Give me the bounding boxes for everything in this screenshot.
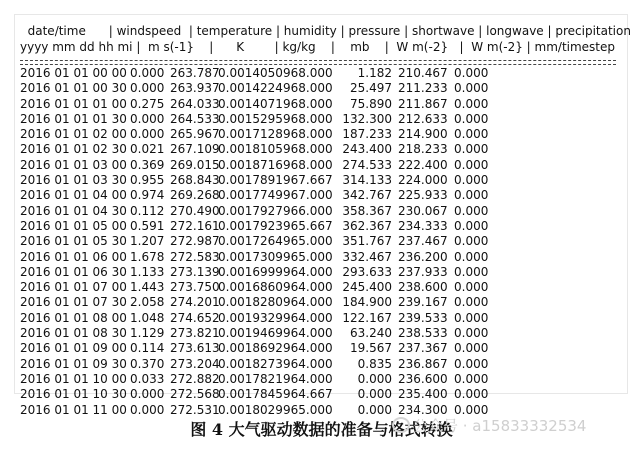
column-header-units: yyyy mm dd hh mi | m s(-1} | K | kg/kg | mb | W m(-2} | W m(-2} | mm/timestep [20, 40, 616, 54]
cell-shortwave: 184.900 [342, 295, 392, 310]
cell-precipitation: 0.000 [454, 96, 489, 111]
cell-date: 2016 01 01 03 00 [20, 157, 127, 172]
cell-humidity: 0.0017749 [218, 188, 283, 203]
cell-temperature: 273.613 [170, 341, 220, 356]
cell-temperature: 272.987 [170, 234, 220, 249]
figure-caption: 图 4 大气驱动数据的准备与格式转换 [190, 420, 453, 439]
cell-windspeed: 0.033 [130, 371, 165, 386]
cell-windspeed: 1.678 [130, 249, 165, 264]
cell-longwave: 211.233 [398, 81, 448, 96]
cell-humidity: 0.0018716 [218, 157, 283, 172]
cell-humidity: 0.0015295 [218, 111, 283, 126]
table-row [18, 81, 628, 96]
cell-windspeed: 0.955 [130, 173, 165, 188]
cell-longwave: 239.167 [398, 295, 448, 310]
cell-longwave: 214.900 [398, 127, 448, 142]
cell-date: 2016 01 01 05 00 [20, 218, 127, 233]
cell-temperature: 267.109 [170, 142, 220, 157]
cell-humidity: 0.0017845 [218, 387, 283, 402]
cell-pressure: 967.667 [283, 173, 333, 188]
cell-pressure: 964.000 [283, 310, 333, 325]
cell-shortwave: 0.000 [357, 371, 392, 386]
cell-humidity: 0.0018105 [218, 142, 283, 157]
table-row [18, 158, 628, 173]
table-row [18, 357, 628, 372]
cell-precipitation: 0.000 [454, 157, 489, 172]
cell-date: 2016 01 01 02 00 [20, 127, 127, 142]
cell-pressure: 964.000 [283, 295, 333, 310]
table-row [18, 204, 628, 219]
cell-date: 2016 01 01 00 00 [20, 66, 127, 80]
cell-precipitation: 0.000 [454, 402, 489, 417]
cell-pressure: 968.000 [283, 66, 333, 80]
cell-longwave: 237.933 [398, 264, 448, 279]
cell-windspeed: 1.207 [130, 234, 165, 249]
cell-precipitation: 0.000 [454, 234, 489, 249]
cell-windspeed: 0.114 [130, 341, 165, 356]
watermark-text: 公众号 · a15833332534 [413, 417, 587, 435]
table-row [18, 173, 628, 188]
cell-longwave: 238.533 [398, 326, 448, 341]
cell-windspeed: 2.058 [130, 295, 165, 310]
cell-temperature: 273.139 [170, 264, 220, 279]
cell-pressure: 968.000 [283, 81, 333, 96]
cell-shortwave: 187.233 [342, 127, 392, 142]
cell-temperature: 264.033 [170, 96, 220, 111]
table-row [18, 97, 628, 112]
cell-windspeed: 0.000 [130, 387, 165, 402]
cell-longwave: 239.533 [398, 310, 448, 325]
cell-temperature: 272.531 [170, 402, 220, 417]
cell-humidity: 0.0017927 [218, 203, 283, 218]
cell-date: 2016 01 01 01 30 [20, 111, 127, 126]
cell-humidity: 0.0017264 [218, 234, 283, 249]
cell-windspeed: 0.000 [130, 81, 165, 96]
cell-humidity: 0.0018029 [218, 402, 283, 417]
header-separator-bottom [20, 64, 616, 65]
cell-windspeed: 1.443 [130, 280, 165, 295]
cell-temperature: 264.533 [170, 111, 220, 126]
cell-temperature: 265.967 [170, 127, 220, 142]
cell-shortwave: 75.890 [350, 96, 392, 111]
cell-longwave: 237.467 [398, 234, 448, 249]
cell-shortwave: 314.133 [342, 173, 392, 188]
cell-humidity: 0.0017128 [218, 127, 283, 142]
table-row [18, 387, 628, 402]
cell-longwave: 236.867 [398, 356, 448, 371]
cell-windspeed: 0.974 [130, 188, 165, 203]
cell-date: 2016 01 01 01 00 [20, 96, 127, 111]
cell-humidity: 0.0018692 [218, 341, 283, 356]
cell-windspeed: 0.275 [130, 96, 165, 111]
table-row [18, 311, 628, 326]
cell-pressure: 964.000 [283, 341, 333, 356]
cell-date: 2016 01 01 09 00 [20, 341, 127, 356]
cell-precipitation: 0.000 [454, 111, 489, 126]
cell-precipitation: 0.000 [454, 81, 489, 96]
cell-date: 2016 01 01 10 00 [20, 371, 127, 386]
cell-windspeed: 0.591 [130, 218, 165, 233]
table-row [18, 66, 628, 81]
cell-temperature: 273.821 [170, 326, 220, 341]
column-header-names: date/time | windspeed | temperature | humidity | pressure | shortwave | longwave | precipitation [20, 24, 631, 38]
cell-temperature: 270.490 [170, 203, 220, 218]
cell-longwave: 211.867 [398, 96, 448, 111]
table-row [18, 219, 628, 234]
cell-humidity: 0.0018280 [218, 295, 283, 310]
cell-temperature: 274.201 [170, 295, 220, 310]
cell-humidity: 0.0014050 [218, 66, 283, 80]
cell-precipitation: 0.000 [454, 142, 489, 157]
cell-date: 2016 01 01 06 30 [20, 264, 127, 279]
cell-pressure: 964.000 [283, 371, 333, 386]
table-row [18, 127, 628, 142]
cell-date: 2016 01 01 04 30 [20, 203, 127, 218]
cell-humidity: 0.0019329 [218, 310, 283, 325]
cell-pressure: 964.667 [283, 387, 333, 402]
cell-date: 2016 01 01 10 30 [20, 387, 127, 402]
cell-date: 2016 01 01 04 00 [20, 188, 127, 203]
cell-windspeed: 0.112 [130, 203, 165, 218]
cell-temperature: 269.268 [170, 188, 220, 203]
cell-longwave: 210.467 [398, 66, 448, 80]
cell-shortwave: 293.633 [342, 264, 392, 279]
cell-shortwave: 351.767 [342, 234, 392, 249]
cell-shortwave: 332.467 [342, 249, 392, 264]
cell-precipitation: 0.000 [454, 280, 489, 295]
cell-date: 2016 01 01 11 00 [20, 402, 127, 417]
cell-pressure: 964.000 [283, 356, 333, 371]
cell-shortwave: 25.497 [350, 81, 392, 96]
cell-date: 2016 01 01 07 00 [20, 280, 127, 295]
cell-temperature: 263.787 [170, 66, 220, 80]
cell-precipitation: 0.000 [454, 188, 489, 203]
cell-precipitation: 0.000 [454, 249, 489, 264]
cell-windspeed: 1.129 [130, 326, 165, 341]
cell-precipitation: 0.000 [454, 371, 489, 386]
cell-windspeed: 1.133 [130, 264, 165, 279]
cell-humidity: 0.0017923 [218, 218, 283, 233]
cell-longwave: 236.200 [398, 249, 448, 264]
cell-temperature: 269.015 [170, 157, 220, 172]
cell-date: 2016 01 01 02 30 [20, 142, 127, 157]
cell-longwave: 234.333 [398, 218, 448, 233]
header-separator-top [20, 60, 616, 61]
cell-precipitation: 0.000 [454, 218, 489, 233]
table-row [18, 234, 628, 249]
cell-humidity: 0.0019469 [218, 326, 283, 341]
cell-longwave: 237.367 [398, 341, 448, 356]
cell-precipitation: 0.000 [454, 310, 489, 325]
cell-date: 2016 01 01 08 30 [20, 326, 127, 341]
cell-longwave: 235.400 [398, 387, 448, 402]
cell-windspeed: 0.000 [130, 66, 165, 80]
cell-temperature: 272.583 [170, 249, 220, 264]
cell-pressure: 965.667 [283, 218, 333, 233]
cell-precipitation: 0.000 [454, 326, 489, 341]
cell-humidity: 0.0017821 [218, 371, 283, 386]
cell-humidity: 0.0018273 [218, 356, 283, 371]
cell-temperature: 263.937 [170, 81, 220, 96]
cell-date: 2016 01 01 05 30 [20, 234, 127, 249]
cell-temperature: 273.204 [170, 356, 220, 371]
cell-shortwave: 63.240 [350, 326, 392, 341]
cell-shortwave: 342.767 [342, 188, 392, 203]
cell-windspeed: 0.000 [130, 402, 165, 417]
watermark [392, 415, 586, 436]
cell-temperature: 274.652 [170, 310, 220, 325]
table-row [18, 265, 628, 280]
cell-pressure: 965.000 [283, 249, 333, 264]
cell-windspeed: 0.000 [130, 111, 165, 126]
cell-pressure: 965.000 [283, 402, 333, 417]
cell-shortwave: 122.167 [342, 310, 392, 325]
cell-precipitation: 0.000 [454, 387, 489, 402]
cell-shortwave: 132.300 [342, 111, 392, 126]
cell-temperature: 272.882 [170, 371, 220, 386]
cell-longwave: 230.067 [398, 203, 448, 218]
cell-pressure: 968.000 [283, 142, 333, 157]
cell-date: 2016 01 01 08 00 [20, 310, 127, 325]
cell-longwave: 234.300 [398, 402, 448, 417]
cell-humidity: 0.0014071 [218, 96, 283, 111]
cell-precipitation: 0.000 [454, 203, 489, 218]
cell-date: 2016 01 01 00 30 [20, 81, 127, 96]
cell-pressure: 964.000 [283, 264, 333, 279]
cell-longwave: 218.233 [398, 142, 448, 157]
cell-longwave: 222.400 [398, 157, 448, 172]
cell-precipitation: 0.000 [454, 173, 489, 188]
cell-humidity: 0.0016860 [218, 280, 283, 295]
cell-shortwave: 19.567 [350, 341, 392, 356]
cell-pressure: 966.000 [283, 203, 333, 218]
cell-humidity: 0.0014224 [218, 81, 283, 96]
cell-longwave: 225.933 [398, 188, 448, 203]
cell-windspeed: 0.370 [130, 356, 165, 371]
table-row [18, 112, 628, 127]
cell-shortwave: 1.182 [357, 66, 392, 80]
table-row [18, 341, 628, 356]
table-row [18, 326, 628, 341]
cell-shortwave: 358.367 [342, 203, 392, 218]
cell-longwave: 236.600 [398, 371, 448, 386]
cell-pressure: 968.000 [283, 96, 333, 111]
cell-precipitation: 0.000 [454, 341, 489, 356]
cell-pressure: 968.000 [283, 127, 333, 142]
cell-windspeed: 0.000 [130, 127, 165, 142]
cell-temperature: 272.161 [170, 218, 220, 233]
cell-shortwave: 0.000 [357, 387, 392, 402]
cell-date: 2016 01 01 09 30 [20, 356, 127, 371]
cell-shortwave: 243.400 [342, 142, 392, 157]
cell-longwave: 238.600 [398, 280, 448, 295]
table-row [18, 250, 628, 265]
cell-pressure: 964.000 [283, 280, 333, 295]
cell-precipitation: 0.000 [454, 356, 489, 371]
cell-temperature: 273.750 [170, 280, 220, 295]
cell-date: 2016 01 01 06 00 [20, 249, 127, 264]
cell-shortwave: 245.400 [342, 280, 392, 295]
cell-windspeed: 0.369 [130, 157, 165, 172]
cell-pressure: 967.000 [283, 188, 333, 203]
cell-precipitation: 0.000 [454, 66, 489, 80]
cell-shortwave: 0.000 [357, 402, 392, 417]
cell-pressure: 965.000 [283, 234, 333, 249]
cell-humidity: 0.0016999 [218, 264, 283, 279]
cell-date: 2016 01 01 03 30 [20, 173, 127, 188]
table-row [18, 188, 628, 203]
cell-precipitation: 0.000 [454, 264, 489, 279]
cell-humidity: 0.0017891 [218, 173, 283, 188]
cell-longwave: 224.000 [398, 173, 448, 188]
cell-precipitation: 0.000 [454, 295, 489, 310]
table-row [18, 280, 628, 295]
cell-humidity: 0.0017309 [218, 249, 283, 264]
cell-windspeed: 0.021 [130, 142, 165, 157]
cell-pressure: 968.000 [283, 157, 333, 172]
data-rows [18, 66, 628, 418]
cell-date: 2016 01 01 07 30 [20, 295, 127, 310]
cell-pressure: 968.000 [283, 111, 333, 126]
cell-shortwave: 274.533 [342, 157, 392, 172]
table-row [18, 372, 628, 387]
wechat-icon [392, 417, 410, 433]
cell-shortwave: 362.367 [342, 218, 392, 233]
cell-longwave: 212.633 [398, 111, 448, 126]
cell-pressure: 964.000 [283, 326, 333, 341]
table-row [18, 295, 628, 310]
cell-temperature: 268.843 [170, 173, 220, 188]
cell-precipitation: 0.000 [454, 127, 489, 142]
cell-temperature: 272.568 [170, 387, 220, 402]
cell-shortwave: 0.835 [357, 356, 392, 371]
table-row [18, 142, 628, 157]
cell-windspeed: 1.048 [130, 310, 165, 325]
